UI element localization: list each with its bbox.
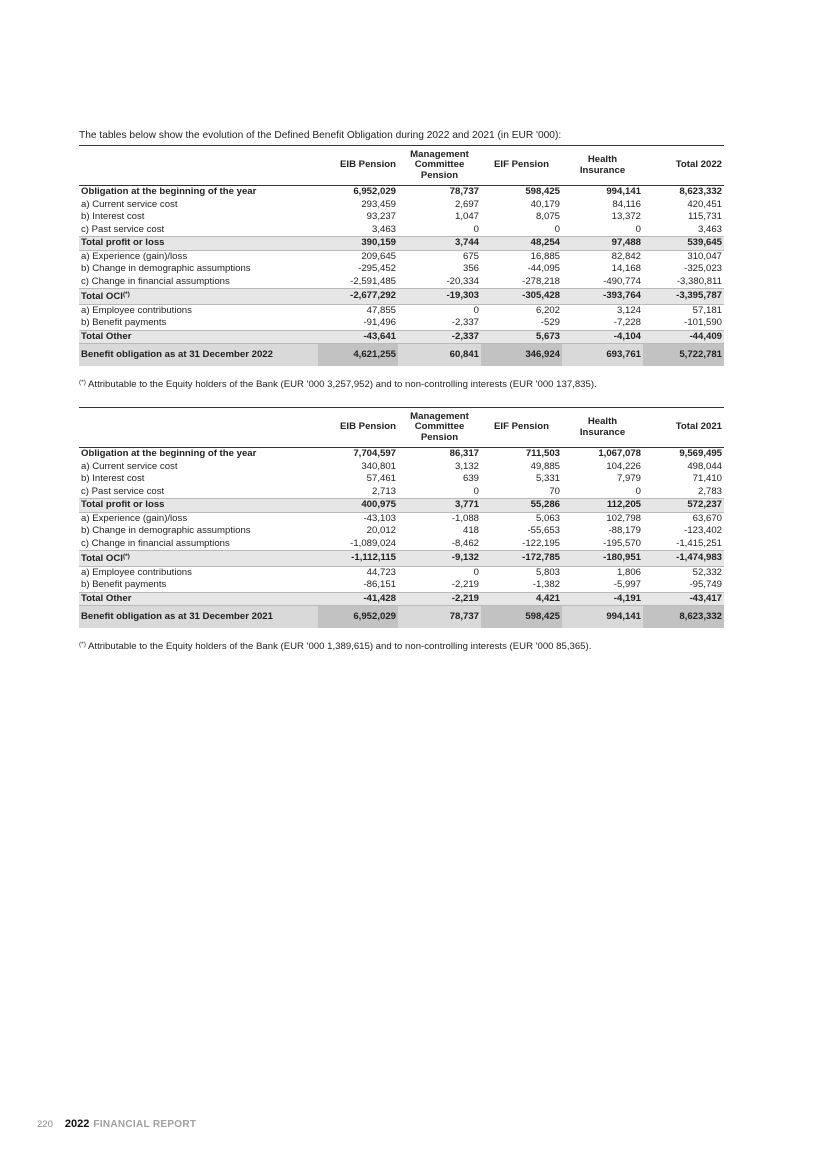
table-cell: 994,141 bbox=[606, 186, 641, 197]
table-cell: -2,337 bbox=[451, 317, 479, 328]
row-label bbox=[79, 289, 318, 305]
table-row bbox=[79, 473, 724, 486]
table-body bbox=[79, 448, 724, 629]
row-label-text: b) Interest cost bbox=[81, 211, 145, 222]
table-cell: 16,885 bbox=[530, 250, 560, 262]
table-cell: -7,228 bbox=[613, 317, 641, 328]
table-cell: 711,503 bbox=[525, 448, 560, 459]
table-cell: 20,012 bbox=[366, 525, 396, 536]
table-cell: 8,623,332 bbox=[643, 606, 724, 629]
table-cell: -20,334 bbox=[446, 275, 479, 287]
table-cell: 63,670 bbox=[692, 512, 722, 524]
table-cell: 3,744 bbox=[398, 237, 481, 251]
row-label-footnote-marker: (*) bbox=[122, 553, 130, 560]
row-label bbox=[79, 566, 318, 579]
row-label bbox=[79, 199, 318, 212]
table-cell: 0 bbox=[473, 223, 479, 235]
table-cell: 84,116 bbox=[612, 198, 641, 210]
table-cell: 71,410 bbox=[692, 473, 722, 484]
table-cell: 498,044 bbox=[687, 460, 722, 472]
table-2021 bbox=[79, 407, 724, 628]
table-cell: -2,219 bbox=[398, 592, 481, 606]
table-row bbox=[79, 224, 724, 237]
table-cell: -1,474,983 bbox=[643, 551, 724, 567]
table-cell: -43,417 bbox=[643, 592, 724, 606]
table-row bbox=[79, 551, 724, 567]
intro-text: The tables below show the evolution of the Defined Benefit Obligation during 2022 and 2021 (in EUR '000): bbox=[79, 130, 562, 142]
table-cell: 5,803 bbox=[535, 566, 560, 578]
table-cell: 356 bbox=[462, 263, 479, 274]
table-row bbox=[79, 263, 724, 276]
table-cell: -1,382 bbox=[532, 579, 560, 590]
table-row bbox=[79, 317, 724, 330]
row-label bbox=[79, 525, 318, 538]
table-cell: -3,380,811 bbox=[676, 275, 722, 287]
table-cell: -43,103 bbox=[363, 512, 396, 524]
table-cell: -393,764 bbox=[562, 289, 643, 305]
table-cell: 2,713 bbox=[371, 485, 396, 497]
column-header: EIB Pension bbox=[318, 408, 398, 448]
table-cell: 418 bbox=[462, 525, 479, 536]
row-label bbox=[79, 486, 318, 499]
table-cell: -88,179 bbox=[608, 525, 641, 536]
table-cell: 57,181 bbox=[692, 304, 722, 316]
table-cell: 340,801 bbox=[361, 460, 396, 472]
row-label-text: b) Benefit payments bbox=[81, 317, 167, 328]
row-label-text: c) Past service cost bbox=[81, 485, 165, 497]
table-row bbox=[79, 461, 724, 474]
row-label-text: a) Current service cost bbox=[81, 198, 178, 210]
table-cell: -19,303 bbox=[398, 289, 481, 305]
table-cell: -529 bbox=[540, 317, 560, 328]
table-row bbox=[79, 579, 724, 592]
row-label bbox=[79, 461, 318, 474]
table-row bbox=[79, 538, 724, 551]
table-cell: 14,168 bbox=[611, 263, 641, 274]
row-label-text: c) Change in financial assumptions bbox=[81, 275, 230, 287]
table-row bbox=[79, 211, 724, 224]
table-cell: -4,104 bbox=[562, 330, 643, 344]
column-header: Total 2022 bbox=[643, 146, 724, 186]
footnote-marker: (*) bbox=[79, 640, 86, 648]
row-label bbox=[79, 276, 318, 289]
column-header: EIF Pension bbox=[481, 146, 562, 186]
row-label-text: b) Change in demographic assumptions bbox=[81, 525, 251, 536]
table-cell: 70 bbox=[549, 485, 560, 497]
row-label-text: a) Employee contributions bbox=[81, 304, 192, 316]
table-cell: 5,063 bbox=[535, 512, 560, 524]
table-cell: -2,677,292 bbox=[318, 289, 398, 305]
table-row bbox=[79, 186, 724, 199]
row-label bbox=[79, 512, 318, 525]
table-cell: -1,112,115 bbox=[318, 551, 398, 567]
report-title: FINANCIAL REPORT bbox=[93, 1119, 197, 1130]
table-cell: 598,425 bbox=[481, 606, 562, 629]
table-cell: 82,842 bbox=[611, 250, 641, 262]
table-cell: 57,461 bbox=[366, 473, 396, 484]
column-header: Management Committee Pension bbox=[398, 146, 481, 186]
table-cell: 420,451 bbox=[687, 198, 722, 210]
column-header: EIB Pension bbox=[318, 146, 398, 186]
table-cell: 8,075 bbox=[535, 211, 560, 222]
table-cell: 7,704,597 bbox=[353, 448, 396, 459]
table-cell: -5,997 bbox=[613, 579, 641, 590]
table-cell: 3,463 bbox=[697, 223, 722, 235]
table-cell: 86,317 bbox=[449, 448, 479, 459]
table-cell: -2,219 bbox=[451, 579, 479, 590]
row-label-footnote-marker: (*) bbox=[122, 291, 130, 298]
table-cell: 93,237 bbox=[366, 211, 396, 222]
row-label-text: a) Current service cost bbox=[81, 460, 178, 472]
table-row bbox=[79, 344, 724, 367]
table-cell: 572,237 bbox=[643, 499, 724, 513]
table-cell: -122,195 bbox=[522, 537, 560, 549]
header-blank bbox=[79, 408, 318, 448]
table-cell: 44,723 bbox=[366, 566, 396, 578]
table-cell: 5,722,781 bbox=[643, 344, 724, 367]
row-label-text: a) Experience (gain)/loss bbox=[81, 250, 188, 262]
row-label bbox=[79, 592, 318, 606]
table-cell: 7,979 bbox=[616, 473, 641, 484]
table-body bbox=[79, 186, 724, 367]
table-cell: 0 bbox=[473, 485, 479, 497]
table-cell: -91,496 bbox=[363, 317, 396, 328]
table-cell: 6,952,029 bbox=[353, 186, 396, 197]
table-cell: 3,771 bbox=[398, 499, 481, 513]
table-cell: 115,731 bbox=[688, 211, 722, 222]
table-row bbox=[79, 304, 724, 317]
row-label-text: c) Change in financial assumptions bbox=[81, 537, 230, 549]
table-row bbox=[79, 499, 724, 513]
row-label-text: Total profit or loss bbox=[81, 499, 165, 510]
table-cell: 112,205 bbox=[562, 499, 643, 513]
page-footer bbox=[37, 1118, 196, 1130]
table-cell: -1,089,024 bbox=[350, 537, 396, 549]
column-header: Health Insurance bbox=[562, 408, 643, 448]
row-label bbox=[79, 579, 318, 592]
table-cell: 8,623,332 bbox=[679, 186, 722, 197]
row-label-text: Total OCI bbox=[81, 553, 123, 564]
row-label-text: Benefit obligation as at 31 December 2021 bbox=[81, 611, 273, 622]
row-label bbox=[79, 250, 318, 263]
row-label-text: Obligation at the beginning of the year bbox=[81, 186, 257, 197]
table-cell: 0 bbox=[473, 566, 479, 578]
table-cell: 994,141 bbox=[562, 606, 643, 629]
row-label-text: a) Employee contributions bbox=[81, 566, 192, 578]
row-label bbox=[79, 606, 318, 629]
table-cell: -1,415,251 bbox=[676, 537, 722, 549]
row-label-text: b) Benefit payments bbox=[81, 579, 167, 590]
table-cell: 0 bbox=[635, 223, 641, 235]
row-label-text: b) Change in demographic assumptions bbox=[81, 263, 251, 274]
table-cell: 0 bbox=[635, 485, 641, 497]
row-label-text: Obligation at the beginning of the year bbox=[81, 448, 257, 459]
table-cell: 598,425 bbox=[525, 186, 560, 197]
table-cell: 78,737 bbox=[398, 606, 481, 629]
table-row bbox=[79, 606, 724, 629]
table-cell: 5,673 bbox=[481, 330, 562, 344]
table-cell: -3,395,787 bbox=[643, 289, 724, 305]
table-row bbox=[79, 199, 724, 212]
row-label bbox=[79, 237, 318, 251]
footnote-2022 bbox=[79, 377, 739, 391]
row-label bbox=[79, 224, 318, 237]
row-label-text: Total Other bbox=[81, 592, 132, 604]
column-header: Health Insurance bbox=[562, 146, 643, 186]
table-header-row bbox=[79, 146, 724, 186]
row-label-text: Total profit or loss bbox=[81, 237, 165, 248]
table-cell: -2,337 bbox=[398, 330, 481, 344]
table-cell: 400,975 bbox=[318, 499, 398, 513]
table-header-row bbox=[79, 408, 724, 448]
table-cell: -44,095 bbox=[527, 263, 560, 274]
table-row bbox=[79, 448, 724, 461]
column-header: EIF Pension bbox=[481, 408, 562, 448]
table-cell: -86,151 bbox=[363, 579, 396, 590]
table-cell: 9,569,495 bbox=[679, 448, 722, 459]
table-cell: 47,855 bbox=[366, 304, 396, 316]
table-cell: -490,774 bbox=[603, 275, 641, 287]
table-cell: -4,191 bbox=[562, 592, 643, 606]
table-cell: 49,885 bbox=[530, 460, 560, 472]
table-row bbox=[79, 525, 724, 538]
table-cell: 78,737 bbox=[449, 186, 479, 197]
footnote-2021 bbox=[79, 639, 739, 653]
row-label-text: Benefit obligation as at 31 December 2022 bbox=[81, 349, 273, 360]
row-label bbox=[79, 448, 318, 461]
row-label bbox=[79, 551, 318, 567]
table-cell: -95,749 bbox=[689, 579, 722, 590]
table-cell: -2,591,485 bbox=[350, 275, 396, 287]
table-cell: -295,452 bbox=[358, 263, 396, 274]
table-row bbox=[79, 512, 724, 525]
table-cell: -278,218 bbox=[522, 275, 560, 287]
row-label bbox=[79, 317, 318, 330]
column-header: Management Committee Pension bbox=[398, 408, 481, 448]
table-cell: 4,621,255 bbox=[318, 344, 398, 367]
table-cell: 390,159 bbox=[318, 237, 398, 251]
table-cell: -123,402 bbox=[684, 525, 722, 536]
table-cell: 6,202 bbox=[535, 304, 560, 316]
row-label bbox=[79, 538, 318, 551]
page-number: 220 bbox=[37, 1119, 53, 1130]
table-row bbox=[79, 289, 724, 305]
table-cell: 13,372 bbox=[611, 211, 641, 222]
footnote-2021-text: Attributable to the Equity holders of the Bank (EUR '000 1,389,615) and to non-controlling interests (EUR '000 85,365). bbox=[88, 640, 592, 652]
table-cell: 40,179 bbox=[530, 198, 560, 210]
table-cell: 293,459 bbox=[361, 198, 396, 210]
table-cell: -1,088 bbox=[451, 512, 479, 524]
table-cell: -8,462 bbox=[451, 537, 479, 549]
table-cell: 104,226 bbox=[606, 460, 641, 472]
table-cell: 639 bbox=[462, 473, 479, 484]
report-year: 2022 bbox=[64, 1118, 90, 1130]
table-cell: 52,332 bbox=[692, 566, 722, 578]
table-cell: 1,047 bbox=[454, 211, 479, 222]
row-label bbox=[79, 211, 318, 224]
table-cell: 675 bbox=[462, 250, 479, 262]
table-cell: -9,132 bbox=[398, 551, 481, 567]
table-cell: 6,952,029 bbox=[318, 606, 398, 629]
row-label bbox=[79, 186, 318, 199]
table-cell: -55,653 bbox=[527, 525, 560, 536]
table-row bbox=[79, 592, 724, 606]
table-cell: 48,254 bbox=[481, 237, 562, 251]
column-header: Total 2021 bbox=[643, 408, 724, 448]
table-cell: 60,841 bbox=[398, 344, 481, 367]
footnote-marker: (*) bbox=[79, 378, 86, 386]
table-cell: -180,951 bbox=[562, 551, 643, 567]
row-label-text: a) Experience (gain)/loss bbox=[81, 512, 188, 524]
row-label bbox=[79, 304, 318, 317]
table-cell: -195,570 bbox=[603, 537, 641, 549]
table-cell: 5,331 bbox=[535, 473, 560, 484]
row-label-text: b) Interest cost bbox=[81, 473, 145, 484]
row-label bbox=[79, 344, 318, 367]
row-label-text: Total Other bbox=[81, 330, 132, 342]
table-row bbox=[79, 330, 724, 344]
footnote-2022-text: Attributable to the Equity holders of the Bank (EUR '000 3,257,952) and to non-controlling interests (EUR '000 137,835). bbox=[88, 378, 597, 390]
table-row bbox=[79, 486, 724, 499]
row-label-text: Total OCI bbox=[81, 291, 123, 302]
table-row bbox=[79, 566, 724, 579]
table-cell: -172,785 bbox=[481, 551, 562, 567]
table-cell: 97,488 bbox=[562, 237, 643, 251]
table-cell: 539,645 bbox=[643, 237, 724, 251]
table-cell: -44,409 bbox=[643, 330, 724, 344]
table-cell: 1,806 bbox=[616, 566, 641, 578]
row-label bbox=[79, 263, 318, 276]
table-cell: 3,132 bbox=[454, 460, 479, 472]
table-cell: -43,641 bbox=[318, 330, 398, 344]
table-row bbox=[79, 250, 724, 263]
table-cell: 0 bbox=[473, 304, 479, 316]
table-row bbox=[79, 237, 724, 251]
table-cell: 102,798 bbox=[606, 512, 641, 524]
table-cell: -305,428 bbox=[481, 289, 562, 305]
table-cell: 209,645 bbox=[361, 250, 396, 262]
table-row bbox=[79, 276, 724, 289]
table-cell: 3,463 bbox=[371, 223, 396, 235]
table-cell: -41,428 bbox=[318, 592, 398, 606]
table-cell: 0 bbox=[554, 223, 560, 235]
table-2022 bbox=[79, 145, 724, 366]
row-label bbox=[79, 330, 318, 344]
table-cell: 55,286 bbox=[481, 499, 562, 513]
table-cell: 2,697 bbox=[454, 198, 479, 210]
table-cell: 3,124 bbox=[616, 304, 641, 316]
row-label-text: c) Past service cost bbox=[81, 223, 165, 235]
row-label bbox=[79, 499, 318, 513]
table-cell: 1,067,078 bbox=[598, 448, 641, 459]
table-cell: -101,590 bbox=[684, 317, 722, 328]
table-cell: 4,421 bbox=[481, 592, 562, 606]
table-cell: 693,761 bbox=[562, 344, 643, 367]
header-blank bbox=[79, 146, 318, 186]
table-cell: 346,924 bbox=[481, 344, 562, 367]
row-label bbox=[79, 473, 318, 486]
table-cell: 2,783 bbox=[697, 485, 722, 497]
table-cell: 310,047 bbox=[687, 250, 722, 262]
table-cell: -325,023 bbox=[684, 263, 722, 274]
